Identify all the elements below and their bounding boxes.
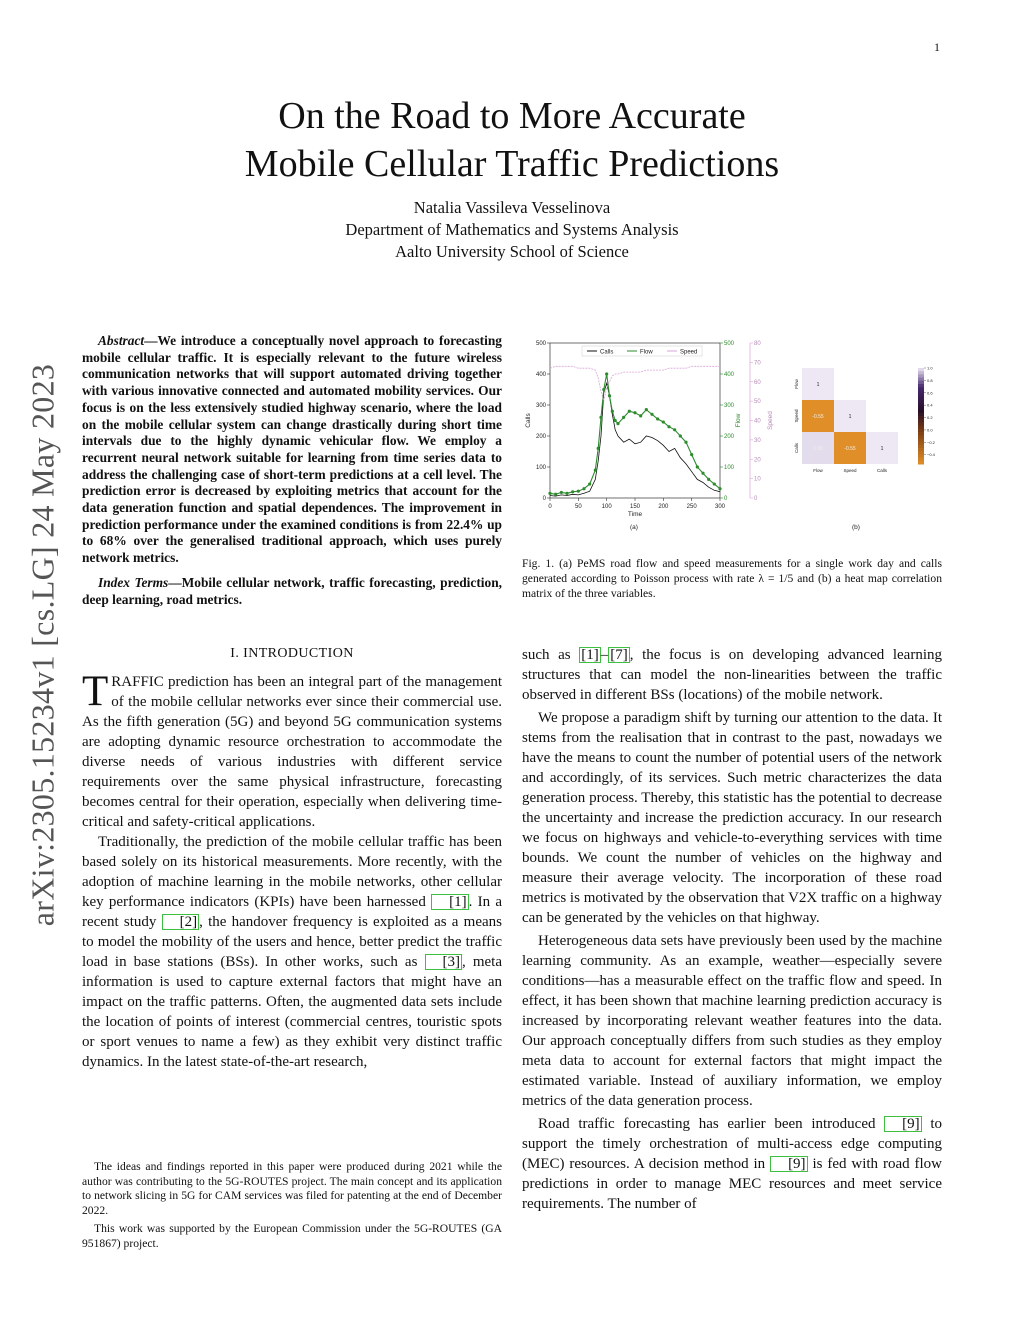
heatmap-row-label: Calls	[794, 442, 799, 454]
calls-tick-label: 100	[535, 465, 546, 471]
flow-point	[667, 425, 670, 428]
abstract-lead: Abstract	[98, 333, 145, 348]
flow-point	[608, 394, 611, 397]
flow-point	[616, 422, 619, 425]
legend-label-speed: Speed	[680, 349, 698, 356]
flow-point	[639, 414, 642, 417]
text-run: Traditionally, the prediction of the mobile cellular traffic has been based solely on its historical measurements. More recently, with the adoption of machine learning in the mobile networks, other cellular key performance indicators (KPIs) have been harnessed	[82, 834, 502, 911]
colorbar-tick-label: 1.0	[927, 365, 933, 371]
index-terms-text: —Mobile cellular network, traffic forecasting, prediction, deep learning, road metrics.	[82, 574, 503, 607]
affiliation-department: Department of Mathematics and Systems Analysis	[345, 220, 679, 239]
heatmap-row-label: Flow	[794, 379, 799, 389]
colorbar-tick-label: −0.4	[927, 452, 935, 458]
text-run: , meta information is used to capture external factors that might have an impact on the traffic patterns. Often, the augmented data sets include the location of points of interest (commercial centres, touristic spots or sport venues to name a few) as they exhibit very distinct traffic dynamics. In the latest state-of-the-art research,	[82, 954, 502, 1071]
calls-tick-label: 200	[535, 434, 546, 440]
x-tick-label: 200	[658, 504, 669, 510]
flow-point	[622, 416, 625, 419]
abstract	[82, 333, 502, 567]
x-tick-label: 250	[686, 504, 697, 510]
right-column	[522, 645, 942, 1214]
calls-tick-label: 500	[535, 341, 546, 347]
colorbar-segment	[918, 438, 924, 442]
colorbar-segment	[918, 448, 924, 452]
colorbar-segment	[918, 378, 924, 382]
index-terms	[82, 575, 502, 608]
series-line-speed	[550, 366, 720, 401]
flow-point	[713, 482, 716, 485]
panel-a-label: (a)	[630, 524, 638, 531]
flow-point	[684, 441, 687, 444]
calls-tick-label: 400	[535, 372, 546, 378]
flow-point	[588, 482, 591, 485]
speed-tick-label: 0	[754, 496, 758, 502]
colorbar-segment	[918, 435, 924, 439]
heatmap-cell-label: 1	[816, 382, 820, 388]
panel-b-label: (b)	[852, 524, 860, 531]
colorbar-segment	[918, 461, 924, 465]
drop-cap: T	[82, 668, 109, 716]
series-line-calls	[550, 383, 720, 496]
flow-point	[548, 492, 551, 495]
flow-point	[594, 469, 597, 472]
text-run: Road traffic forecasting has earlier been introduced	[538, 1116, 885, 1132]
flow-point	[614, 419, 617, 422]
speed-axis-label: Speed	[767, 411, 774, 430]
flow-point	[645, 408, 648, 411]
panel-a-line-chart	[525, 341, 774, 531]
footnote-1: The ideas and findings reported in this paper were produced during 2021 while the author was contributing to the 5G-ROUTES project. The main concept and its application to network slicing in 5G for CAM services was filed for patenting at the end of December 2022.	[82, 1160, 502, 1217]
flow-point	[599, 416, 602, 419]
flow-point	[571, 490, 574, 493]
right-paragraph-3: Heterogeneous data sets have previously been used by the machine learning community. As an example, weather—especially severe conditions—has a measurable effect on the traffic flow and speed. In effect, it has been shown that machine learning prediction accuracy is increased by incorporating relevant weather features into the data. Our approach conceptually differs from such studies as they employ meta data to account for external factors that might impact the estimated variable. Instead of auxiliary information, we employ metrics of the data generation process.	[522, 933, 942, 1109]
x-tick-label: 0	[548, 504, 552, 510]
flow-point	[690, 453, 693, 456]
flow-point	[554, 493, 557, 496]
colorbar-tick-label: 0.0	[927, 427, 933, 433]
text-run: , the focus is on developing advanced learning structures that can model the non-linearities between the traffic observed in different BSs (locations) of the mobile network.	[522, 647, 942, 703]
flow-point	[560, 491, 563, 494]
calls-axis-label: Calls	[525, 413, 532, 428]
flow-point	[679, 434, 682, 437]
x-tick-label: 300	[714, 504, 726, 510]
flow-point	[696, 465, 699, 468]
colorbar-segment	[918, 400, 924, 404]
speed-tick-label: 50	[754, 399, 761, 406]
flow-tick-label: 0	[724, 496, 728, 502]
flow-point	[718, 487, 721, 490]
legend-label-calls: Calls	[600, 349, 614, 356]
flow-point	[701, 472, 704, 475]
right-paragraph-1	[522, 645, 942, 705]
speed-tick-label: 20	[754, 457, 761, 464]
footnote-2: This work was supported by the European Commission under the 5G-ROUTES (GA 951867) project.	[82, 1222, 502, 1250]
intro-paragraph-2	[82, 832, 502, 1072]
colorbar-segment	[918, 374, 924, 378]
colorbar-segment	[918, 387, 924, 391]
section-heading-introduction: I. INTRODUCTION	[230, 646, 354, 662]
title-line-2: Mobile Cellular Traffic Predictions	[244, 143, 780, 185]
colorbar-tick-label: 0.8	[927, 377, 933, 383]
flow-point	[650, 413, 653, 416]
citation-link[interactable]: [2]	[162, 914, 200, 930]
flow-point	[602, 388, 605, 391]
citation-link[interactable]: [3]	[425, 954, 463, 970]
colorbar-segment	[918, 426, 924, 430]
heatmap-cell-label: -0.55	[812, 414, 824, 420]
flow-point	[605, 372, 608, 375]
colorbar-segment	[918, 429, 924, 433]
colorbar-tick-label: 0.2	[927, 415, 933, 421]
footnotes	[82, 1160, 502, 1256]
heatmap-row-label: Speed	[794, 409, 799, 423]
flow-point	[633, 411, 636, 414]
flow-tick-label: 300	[724, 403, 735, 409]
colorbar-segment	[918, 403, 924, 407]
text-run: , the handover frequency is exploited as a means to model the mobility of the users and hence, better predict the traffic load in base stations (BSs). In other works, such as	[82, 914, 503, 971]
colorbar-segment	[918, 413, 924, 417]
flow-point	[565, 492, 568, 495]
speed-tick-label: 30	[754, 437, 761, 444]
text-run: such as	[522, 647, 580, 663]
legend-label-flow: Flow	[640, 349, 653, 356]
flow-point	[582, 487, 585, 490]
heatmap-col-label: Calls	[876, 468, 888, 473]
text-run: –	[600, 647, 609, 663]
colorbar-segment	[918, 432, 924, 436]
colorbar-segment	[918, 390, 924, 394]
colorbar-segment	[918, 384, 924, 388]
colorbar-segment	[918, 454, 924, 458]
heatmap-col-label: Speed	[843, 468, 857, 473]
intro-paragraph-1	[82, 668, 502, 832]
colorbar-segment	[918, 394, 924, 398]
colorbar-segment	[918, 371, 924, 375]
flow-point	[597, 447, 600, 450]
citation-link[interactable]: [1]	[581, 647, 599, 663]
series-line-flow	[550, 374, 720, 494]
title-line-1: On the Road to More Accurate	[278, 95, 746, 137]
flow-tick-label: 100	[724, 465, 735, 471]
speed-tick-label: 80	[754, 341, 761, 347]
colorbar-segment	[918, 458, 924, 462]
figure-caption: Fig. 1. (a) PeMS road flow and speed measurements for a single work day and calls generated according to Poisson process with rate λ = 1/5 and (b) a heat map correlation matrix of the three variables.	[522, 557, 942, 600]
text-run: to support the timely orchestration of multi-access edge computing (MEC) resources. A decision method in	[522, 1116, 942, 1172]
colorbar-tick-label: −0.2	[927, 439, 935, 445]
right-paragraph-2: We propose a paradigm shift by turning our attention to the data. It stems from the realisation that in contrast to the past, nowadays we have the means to count the number of potential users of the network and accordingly, of its services. Such metric characterizes the data generation process. Thereby, this statistic has the potential to decrease the uncertainty and increase the prediction accuracy. In our research we focus on highways and vehicle-to-everything services with time bounds. We count the number of vehicles on the highway and measure their average velocity. The incorporation of these road metrics is motivated by the observation that V2X traffic on a highway can be generated by the vehicles on that highway.	[522, 710, 942, 926]
colorbar-segment	[918, 422, 924, 426]
panel-b-heatmap	[794, 366, 936, 532]
flow-point	[611, 410, 614, 413]
flow-tick-label: 500	[724, 341, 735, 347]
colorbar-segment	[918, 442, 924, 446]
page-number: 1	[934, 40, 940, 54]
heatmap-col-label: Flow	[813, 468, 823, 473]
author-name: Natalia Vassileva Vesselinova	[413, 198, 611, 217]
flow-tick-label: 400	[724, 372, 735, 378]
x-tick-label: 50	[574, 504, 582, 510]
x-axis-label: Time	[627, 511, 643, 518]
flow-point	[707, 478, 710, 481]
intro-paragraph-1-text: RAFFIC prediction has been an integral part of the management of the mobile cellular networks ever since their commercial use. As the fifth generation (5G) and beyond 5G communication systems are adopting dynamic resource orchestration to accommodate the diverse needs of various industries with different service requirements over the same physical infrastructure, forecasting becomes central for their operation, especially when delivering time-critical and safety-critical applications.	[82, 674, 502, 831]
affiliation-school: Aalto University School of Science	[395, 242, 629, 261]
colorbar-tick-label: 0.4	[927, 402, 933, 408]
colorbar-segment	[918, 397, 924, 401]
colorbar-segment	[918, 416, 924, 420]
colorbar-segment	[918, 410, 924, 414]
right-paragraph-4	[522, 1114, 942, 1214]
abstract-text: —We introduce a conceptually novel approach to forecasting mobile cellular traffic. It is especially relevant to the future wireless communication networks that will support automated driving together with various innovative connected and automated mobility services. Our focus is on the less extensively studied highway scenario, where the load on the mobile cellular system can change drastically during short time intervals due to the highly dynamic vehicular flow. We employ a recurrent neural network suitable for learning from time series data to address the challenging case of short-term predictions at a cell level. The prediction error is decreased by exploiting metrics that account for the data generation function and spatial dependences. The improvement in prediction performance under the examined conditions is from 22.4% up to 68% over the generalised traditional approach, which uses purely network metrics.	[82, 333, 502, 566]
citation-link[interactable]: [1]	[431, 894, 469, 910]
citation-link[interactable]: [9]	[884, 1116, 922, 1132]
colorbar-segment	[918, 419, 924, 423]
flow-point	[628, 410, 631, 413]
flow-point	[656, 417, 659, 420]
flow-axis-label: Flow	[735, 413, 742, 428]
index-terms-lead: Index Terms	[98, 574, 169, 590]
arxiv-stamp	[18, 345, 68, 945]
text-run: is fed with road flow predictions in order to manage MEC resources and meet service requirements. The number of	[522, 1156, 942, 1212]
paper-title	[150, 92, 874, 188]
left-column	[82, 333, 502, 1072]
citation-link[interactable]: [7]	[610, 647, 628, 663]
colorbar-segment	[918, 381, 924, 385]
heatmap-cell-label: -0.55	[844, 446, 856, 452]
arxiv-stamp-text: arXiv:2305.15234v1 [cs.LG] 24 May 2023	[24, 363, 61, 927]
calls-tick-label: 300	[535, 403, 546, 409]
calls-tick-label: 0	[542, 496, 546, 502]
flow-point	[673, 428, 676, 431]
heatmap-cell-label: 0.98	[813, 446, 823, 452]
flow-point	[662, 420, 665, 423]
author-block	[150, 197, 874, 263]
colorbar-segment	[918, 368, 924, 372]
speed-tick-label: 70	[754, 360, 761, 367]
colorbar-tick-label: 0.6	[927, 390, 933, 396]
x-tick-label: 150	[629, 504, 641, 510]
speed-tick-label: 60	[754, 379, 761, 386]
speed-tick-label: 40	[754, 418, 761, 425]
heatmap-cell-label: 1	[880, 446, 884, 452]
x-tick-label: 100	[601, 504, 612, 510]
text-run: . In a recent study	[82, 894, 502, 931]
speed-tick-label: 10	[754, 476, 761, 483]
flow-point	[577, 490, 580, 493]
citation-link[interactable]: [9]	[770, 1156, 808, 1172]
figure-1	[522, 333, 942, 543]
colorbar-segment	[918, 445, 924, 449]
flow-tick-label: 200	[724, 434, 735, 440]
colorbar-segment	[918, 451, 924, 455]
heatmap-cell-label: 1	[848, 414, 852, 420]
colorbar-segment	[918, 406, 924, 410]
